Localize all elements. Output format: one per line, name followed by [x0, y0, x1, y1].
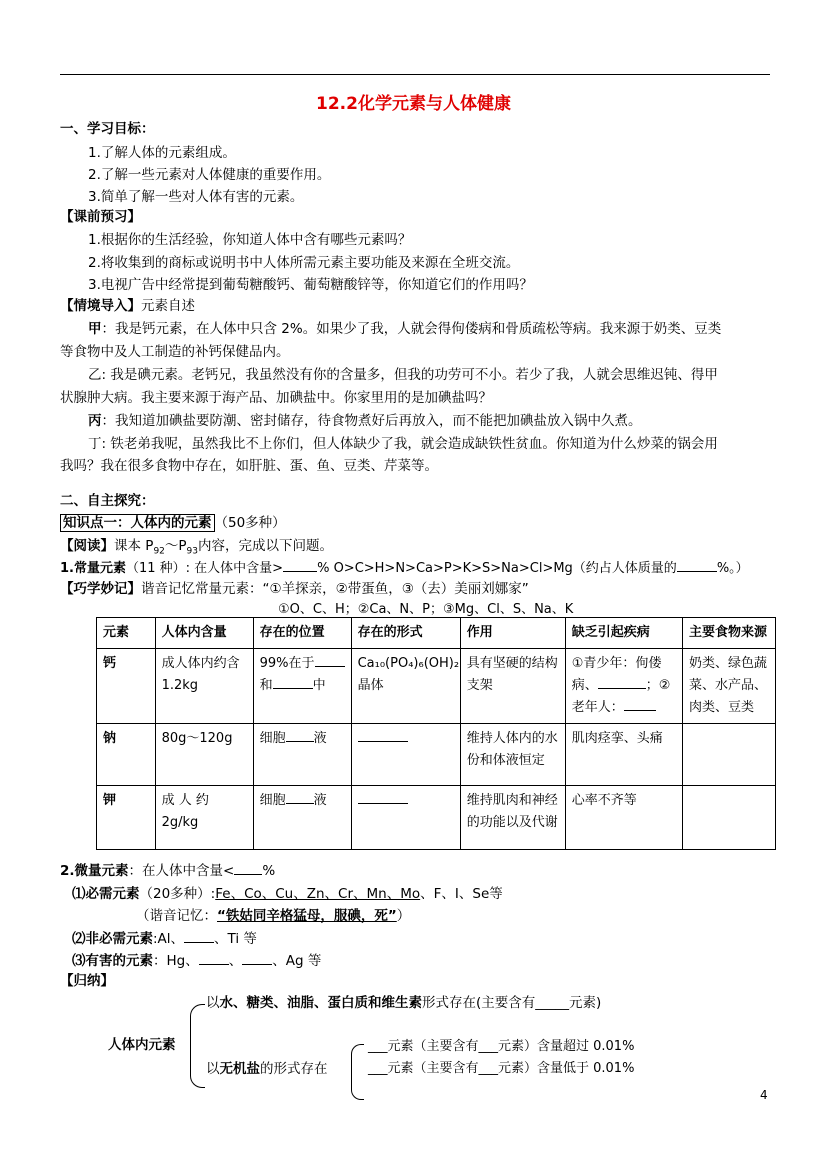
summary-line-2: [206, 1060, 328, 1078]
summary-line1-c: 形式存在(主要含有: [422, 995, 536, 1011]
speaker-jia: 甲: [88, 321, 102, 337]
harmful-text-b: 、: [228, 953, 243, 969]
goal-1: 1.了解人体的元素组成。: [88, 145, 236, 161]
read-text-c: 内容，完成以下问题。: [198, 538, 333, 554]
position-cell: [253, 786, 351, 850]
read-label: 【阅读】: [60, 538, 114, 554]
intro-jia-line-1: [88, 320, 721, 338]
intro-heading-line: [60, 297, 195, 315]
macro-blank-1[interactable]: [283, 559, 317, 572]
position-cell: [253, 724, 351, 786]
harmful-blank-2[interactable]: [242, 952, 272, 965]
role-cell: 维持肌肉和神经的功能以及代谢: [460, 786, 565, 850]
summary-line2-b: 无机盐: [219, 1061, 260, 1077]
preview-item-3: 3.电视广告中经常提到葡萄糖酸钙、葡萄糖酸锌等，你知道它们的作用吗？: [88, 277, 533, 293]
macro-blank-2[interactable]: [677, 559, 717, 572]
micro-line: [60, 862, 275, 880]
harmful-text-c: 、Ag 等: [272, 953, 322, 969]
intro-heading-rest: 元素自述: [141, 298, 195, 314]
harmful-label: ⑶有害的元素: [72, 953, 153, 969]
micro-text-a: ：在人体中含量<: [128, 863, 235, 879]
table-row: [97, 786, 776, 850]
micro-text-b: %: [262, 863, 276, 879]
section-1-heading: 一、学习目标：: [60, 121, 155, 137]
food-cell: [682, 786, 775, 850]
kp1-rest: （50多种）: [214, 515, 286, 531]
essential-text-b: 、F、I、Se等: [420, 886, 503, 902]
nonessential-text-b: 、Ti 等: [214, 931, 257, 947]
table-header-row: [97, 618, 776, 649]
bing-text-1: ：我知道加碘盐要防潮、密封储存，待食物煮好后再放入，而不能把加碘盐放入锅中久煮。: [101, 413, 642, 429]
element-name: 钾: [97, 786, 156, 850]
speaker-ding: 丁: [88, 436, 102, 452]
disease-cell: 肌肉痉挛、头痛: [565, 724, 682, 786]
macro-label: 1.常量元素: [60, 561, 126, 576]
intro-ding-line-1: [88, 435, 718, 453]
micro-label: 2.微量元素: [60, 863, 129, 879]
summary-brace-sub: [351, 1044, 364, 1100]
summary-sub-2: ___元素（主要含有___元素）含量低于 0.01%: [368, 1061, 635, 1076]
col-header: 元素: [97, 618, 156, 649]
food-cell: 奶类、绿色蔬菜、水产品、肉类、豆类: [682, 649, 775, 724]
mnemonic-key: ①O、C、H；②Ca、N、P；③Mg、Cl、S、Na、K: [278, 602, 574, 617]
pos-text-b: 液: [313, 793, 327, 808]
header-rule: [60, 74, 770, 75]
essential-list: Fe、Co、Cu、Zn、Cr、Mn、Mo: [215, 886, 421, 902]
essential-label: ⑴必需元素: [72, 886, 140, 902]
form-cell: [351, 724, 460, 786]
table-row: [97, 649, 776, 724]
ding-text-2: 我吗？我在很多食物中存在，如肝脏、蛋、鱼、豆类、芹菜等。: [60, 458, 438, 474]
pos-text-b: 液: [313, 731, 327, 746]
harmful-line: [72, 952, 321, 970]
summary-line1-d: _____: [535, 995, 570, 1011]
essential-mnemonic-line: [136, 907, 410, 925]
read-text-a: 课本 P: [114, 538, 154, 554]
nonessential-label: ⑵非必需元素: [72, 931, 153, 947]
essential-mem-b: “铁姑同辛格猛母，服碘，死”: [217, 908, 397, 924]
element-name: 钠: [97, 724, 156, 786]
summary-line1-b: 水、糖类、油脂、蛋白质和维生素: [219, 995, 422, 1011]
disease-text-b: ；②老年人：: [571, 678, 671, 715]
harmful-text-a: ：Hg、: [153, 953, 199, 969]
mnemonic-line: [60, 580, 529, 598]
position-cell: [253, 649, 351, 724]
read-page-b: 93: [186, 546, 198, 557]
summary-line2-a: 以: [206, 1061, 220, 1077]
disease-cell: 心率不齐等: [565, 786, 682, 850]
speaker-bing: 丙: [88, 413, 102, 429]
jia-text-1: ：我是钙元素，在人体中只含 2%。如果少了我，人就会得佝偻病和骨质疏松等病。我来源于奶类、豆类: [101, 321, 722, 337]
nonessential-line: [72, 930, 257, 948]
disease-blank-1[interactable]: [598, 676, 646, 689]
role-cell: 具有坚硬的结构支架: [460, 649, 565, 724]
preview-item-2: 2.将收集到的商标或说明书中人体所需元素主要功能及来源在全班交流。: [88, 255, 520, 271]
ding-text-1: : 铁老弟我呢，虽然我比不上你们，但人体缺少了我，就会造成缺铁性贫血。你知道为什么炒菜的锅会用: [101, 436, 718, 452]
section-2-heading: 二、自主探究：: [60, 493, 155, 509]
col-header: 存在的形式: [351, 618, 460, 649]
macro-text-a: （11 种）: 在人体中含量>: [125, 561, 284, 576]
goal-2: 2.了解一些元素对人体健康的重要作用。: [88, 167, 331, 183]
nonessential-text-a: :Al、: [153, 931, 185, 947]
preview-heading: 【课前预习】: [60, 209, 141, 225]
speaker-yi: 乙: [88, 367, 102, 383]
goal-3: 3.简单了解一些对人体有害的元素。: [88, 189, 304, 205]
summary-brace-main: [190, 1004, 205, 1088]
nonessential-blank[interactable]: [184, 930, 214, 943]
read-page-a: 92: [153, 546, 165, 557]
macro-text-c: %。）: [716, 561, 749, 576]
table-row: [97, 724, 776, 786]
col-header: 主要食物来源: [682, 618, 775, 649]
col-header: 存在的位置: [253, 618, 351, 649]
pos-blank-1[interactable]: [315, 654, 345, 667]
essential-mem-a: （谐音记忆：: [136, 908, 217, 924]
reading-line: [60, 537, 333, 561]
read-text-b: ～P: [164, 538, 187, 554]
essential-line: [72, 885, 503, 903]
harmful-blank-1[interactable]: [199, 952, 229, 965]
summary-line1-e: 元素): [569, 995, 602, 1011]
form-cell: [351, 786, 460, 850]
role-cell: 维持人体内的水份和体液恒定: [460, 724, 565, 786]
pos-blank-1[interactable]: [286, 791, 314, 804]
amount-cell: 成人体内约含1.2kg: [155, 649, 253, 724]
disease-text-a: ①青少年：佝偻病、: [571, 656, 662, 693]
intro-bing-line: [88, 412, 642, 430]
mnemonic-text: 谐音记忆常量元素：“①羊探亲，②带蛋鱼，③（去）美丽刘娜家”: [141, 581, 529, 597]
yi-text-2: 状腺肿大病。我主要来源于海产品、加碘盐中。你家里用的是加碘盐吗？: [60, 390, 492, 406]
mnemonic-label: 【巧学妙记】: [60, 581, 141, 597]
summary-line1-a: 以: [206, 995, 220, 1011]
col-header: 人体内含量: [155, 618, 253, 649]
page-title: 12.2化学元素与人体健康: [316, 94, 511, 114]
col-header: 作用: [460, 618, 565, 649]
summary-root: 人体内元素: [108, 1037, 176, 1053]
intro-yi-line-1: [88, 366, 718, 384]
col-header: 缺乏引起疾病: [565, 618, 682, 649]
disease-blank-2[interactable]: [624, 698, 656, 711]
pos-text-c: 中: [312, 678, 326, 693]
pos-text-a: 99%在于: [259, 656, 315, 671]
pos-text-b: 和: [259, 678, 273, 693]
jia-text-2: 等食物中及人工制造的补钙保健品内。: [60, 344, 290, 360]
summary-line-1: [206, 994, 601, 1012]
amount-cell: 成 人 约 2g/kg: [155, 786, 253, 850]
intro-heading: 【情境导入】: [60, 298, 141, 314]
micro-blank[interactable]: [234, 862, 262, 875]
form-blank[interactable]: [358, 791, 408, 804]
macro-line: [60, 559, 749, 578]
preview-item-1: 1.根据你的生活经验，你知道人体中含有哪些元素吗？: [88, 232, 412, 248]
form-blank[interactable]: [358, 729, 408, 742]
form-cell: Ca₁₀(PO₄)₆(OH)₂晶体: [351, 649, 460, 724]
knowledge-point-1: [60, 514, 286, 532]
page-number: 4: [760, 1088, 768, 1102]
pos-text-a: 细胞: [259, 793, 286, 808]
element-table: [96, 617, 776, 850]
summary-line2-c: 的形式存在: [260, 1061, 328, 1077]
pos-text-a: 细胞: [259, 731, 286, 746]
summary-sub-1: ___元素（主要含有___元素）含量超过 0.01%: [368, 1039, 635, 1054]
essential-text-a: （20多种）:: [139, 886, 216, 902]
element-name: 钙: [97, 649, 156, 724]
yi-text-1: : 我是碘元素。老钙兄，我虽然没有你的含量多，但我的功劳可不小。若少了我，人就会思维迟钝、得甲: [101, 367, 718, 383]
macro-text-b: % O>C>H>N>Ca>P>K>S>Na>Cl>Mg（约占人体质量的: [317, 561, 677, 576]
kp1-label: 知识点一：人体内的元素: [60, 514, 215, 532]
amount-cell: 80g～120g: [155, 724, 253, 786]
essential-mem-c: ）: [396, 908, 411, 924]
disease-cell: [565, 649, 682, 724]
pos-blank-2[interactable]: [273, 676, 313, 689]
food-cell: [682, 724, 775, 786]
pos-blank-1[interactable]: [286, 729, 314, 742]
summary-heading: 【归纳】: [60, 973, 114, 989]
